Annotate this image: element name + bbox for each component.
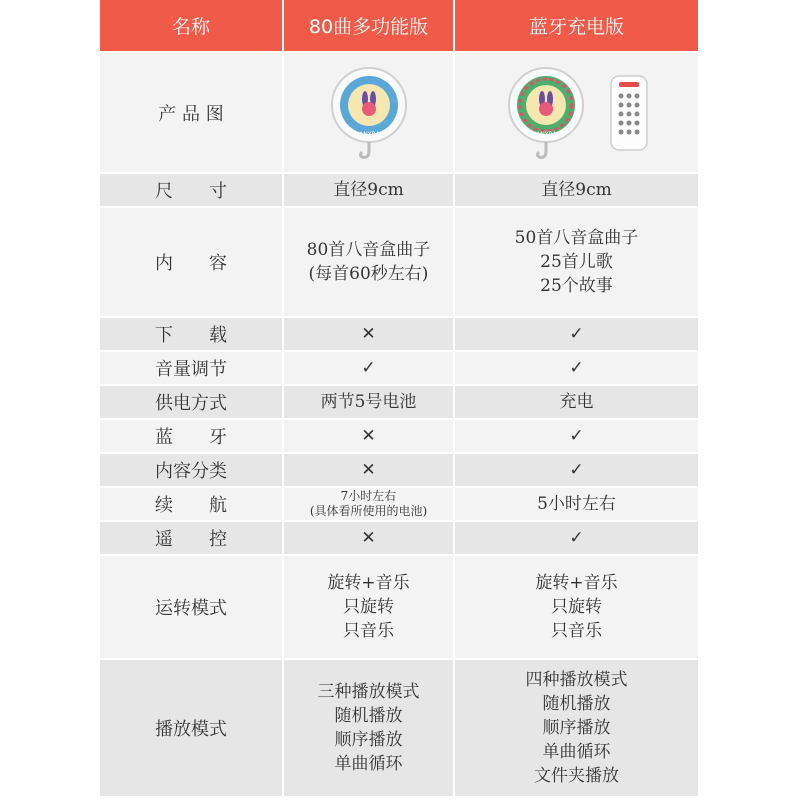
check-icon: ✓ bbox=[454, 317, 698, 351]
row-volume bbox=[100, 351, 698, 385]
value-line: (具体看所使用的电池) bbox=[309, 504, 428, 518]
value-bluetooth: 5小时左右 bbox=[454, 487, 698, 521]
value-80-song: 直径9cm bbox=[283, 173, 454, 207]
row-remote bbox=[100, 521, 698, 555]
comparison-table bbox=[100, 0, 698, 798]
row-label: 蓝 牙 bbox=[100, 419, 283, 453]
header-name: 名称 bbox=[100, 0, 283, 52]
row-label: 续 航 bbox=[100, 487, 283, 521]
row-content bbox=[100, 207, 698, 317]
value-line: 单曲循环 bbox=[542, 742, 611, 762]
row-label: 下 载 bbox=[100, 317, 283, 351]
remote-control-image bbox=[609, 74, 649, 152]
value-bluetooth bbox=[454, 207, 698, 317]
cross-icon: ✕ bbox=[283, 521, 454, 555]
value-80-song bbox=[283, 487, 454, 521]
value-line: 只音乐 bbox=[343, 621, 394, 641]
row-label: 遥 控 bbox=[100, 521, 283, 555]
music-box-image bbox=[504, 63, 596, 163]
row-bluetooth bbox=[100, 419, 698, 453]
row-label: 内容分类 bbox=[100, 453, 283, 487]
row-battery-life bbox=[100, 487, 698, 521]
row-size bbox=[100, 173, 698, 207]
value-line: 80首八音盒曲子 bbox=[306, 240, 431, 260]
value-line: 只旋转 bbox=[551, 597, 602, 617]
row-rotation-mode bbox=[100, 555, 698, 659]
cross-icon: ✕ bbox=[283, 453, 454, 487]
value-line: 文件夹播放 bbox=[534, 766, 619, 786]
check-icon: ✓ bbox=[454, 351, 698, 385]
value-line: 25首儿歌 bbox=[540, 252, 613, 272]
value-line: 随机播放 bbox=[334, 706, 403, 726]
value-line: 25个故事 bbox=[540, 276, 613, 296]
product-image-bluetooth bbox=[454, 52, 698, 173]
check-icon: ✓ bbox=[283, 351, 454, 385]
row-play-mode bbox=[100, 659, 698, 797]
value-80-song bbox=[283, 555, 454, 659]
value-line: 50首八音盒曲子 bbox=[514, 228, 639, 248]
product-image-80-song bbox=[283, 52, 454, 173]
row-label: 运转模式 bbox=[100, 555, 283, 659]
value-line: 顺序播放 bbox=[542, 718, 611, 738]
value-bluetooth: 直径9cm bbox=[454, 173, 698, 207]
svg-text:SHANYBABY: SHANYBABY bbox=[527, 130, 565, 138]
row-download bbox=[100, 317, 698, 351]
value-bluetooth: 充电 bbox=[454, 385, 698, 419]
check-icon: ✓ bbox=[454, 453, 698, 487]
row-product-image bbox=[100, 52, 698, 173]
row-label: 尺 寸 bbox=[100, 173, 283, 207]
value-80-song bbox=[283, 207, 454, 317]
row-label: 音量调节 bbox=[100, 351, 283, 385]
value-line: 四种播放模式 bbox=[525, 670, 628, 690]
value-line: 顺序播放 bbox=[334, 730, 403, 750]
value-line: 随机播放 bbox=[542, 694, 611, 714]
value-line: 只旋转 bbox=[343, 597, 394, 617]
value-line: 三种播放模式 bbox=[317, 682, 420, 702]
value-bluetooth bbox=[454, 555, 698, 659]
value-line: (每首60秒左右) bbox=[308, 264, 429, 284]
row-content-categories bbox=[100, 453, 698, 487]
music-box-image bbox=[329, 63, 409, 163]
svg-text:SHANYBABY: SHANYBABY bbox=[350, 130, 387, 138]
value-line: 单曲循环 bbox=[334, 754, 403, 774]
check-icon: ✓ bbox=[454, 419, 698, 453]
cross-icon: ✕ bbox=[283, 317, 454, 351]
row-label: 供电方式 bbox=[100, 385, 283, 419]
cross-icon: ✕ bbox=[283, 419, 454, 453]
row-power bbox=[100, 385, 698, 419]
row-label: 产 品 图 bbox=[100, 52, 283, 173]
check-icon: ✓ bbox=[454, 521, 698, 555]
table-header bbox=[100, 0, 698, 52]
value-80-song: 两节5号电池 bbox=[283, 385, 454, 419]
value-line: 只音乐 bbox=[551, 621, 602, 641]
row-label: 播放模式 bbox=[100, 659, 283, 797]
value-line: 旋转+音乐 bbox=[535, 573, 618, 593]
row-label: 内 容 bbox=[100, 207, 283, 317]
header-bluetooth-version: 蓝牙充电版 bbox=[454, 0, 698, 52]
value-bluetooth bbox=[454, 659, 698, 797]
value-line: 7小时左右 bbox=[340, 489, 397, 503]
value-80-song bbox=[283, 659, 454, 797]
value-line: 旋转+音乐 bbox=[327, 573, 410, 593]
header-80-song-version: 80曲多功能版 bbox=[283, 0, 454, 52]
